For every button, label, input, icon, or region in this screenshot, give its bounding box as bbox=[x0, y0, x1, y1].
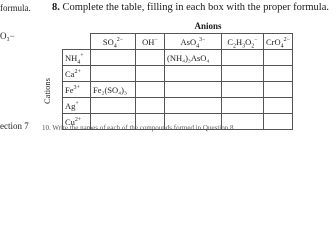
cation-header-1: $Ca^{2+}$ bbox=[63, 66, 91, 82]
formula-cell[interactable] bbox=[165, 66, 222, 82]
table-row bbox=[63, 66, 293, 82]
anion-header-0: $SO_4^{2-}$ bbox=[91, 34, 136, 50]
table-row bbox=[63, 98, 293, 114]
anion-2-base: AsO bbox=[180, 36, 197, 47]
question-number: 8. bbox=[52, 2, 60, 13]
table-row bbox=[63, 82, 293, 98]
ion-formula-table bbox=[62, 33, 293, 130]
formula-cell[interactable] bbox=[222, 50, 264, 66]
cation-header-4: $Cu^{2+}$ bbox=[63, 114, 91, 130]
left-fragment-ion: O₃− bbox=[0, 31, 15, 41]
cation-1-base: Ca bbox=[65, 68, 75, 79]
formula-cell[interactable]: Fe₂(SO₄)₃ bbox=[91, 82, 136, 98]
formula-cell[interactable] bbox=[91, 66, 136, 82]
question-text: Complete the table, filling in each box with the proper formula. bbox=[62, 2, 330, 13]
anion-4-base: CrO bbox=[265, 36, 281, 47]
anion-header-4: CrO$_4^{2-}$ bbox=[264, 34, 293, 50]
left-fragment-formula: formula. bbox=[0, 3, 31, 13]
bottom-fragment: 10. Write the names of each of the compounds formed in Question 8 bbox=[42, 124, 234, 132]
formula-cell[interactable] bbox=[264, 82, 293, 98]
formula-cell[interactable] bbox=[91, 50, 136, 66]
formula-cell[interactable] bbox=[222, 98, 264, 114]
cation-4-base: Cu bbox=[65, 116, 75, 127]
anion-3-base: C bbox=[227, 36, 233, 47]
formula-cell[interactable] bbox=[165, 98, 222, 114]
cation-header-2: $Fe^{3+}$ bbox=[63, 82, 91, 98]
table-corner bbox=[63, 34, 91, 50]
cation-header-3: Ag+ bbox=[63, 98, 91, 114]
formula-cell[interactable] bbox=[136, 66, 165, 82]
anion-1-base: OH bbox=[142, 36, 155, 47]
formula-cell[interactable] bbox=[136, 98, 165, 114]
formula-cell[interactable]: (NH₄)₃AsO₄ bbox=[165, 50, 222, 66]
formula-cell[interactable] bbox=[136, 50, 165, 66]
anion-0-base: SO bbox=[102, 36, 114, 47]
cation-header-0: $NH_4^+$ bbox=[63, 50, 91, 66]
table-row bbox=[63, 50, 293, 66]
cations-heading: Cations bbox=[42, 78, 52, 104]
cation-0-base: NH bbox=[65, 52, 78, 63]
left-fragment-section: ection 7 bbox=[0, 121, 29, 131]
formula-cell[interactable] bbox=[264, 50, 293, 66]
formula-cell[interactable] bbox=[264, 66, 293, 82]
formula-cell[interactable] bbox=[264, 98, 293, 114]
formula-cell[interactable] bbox=[222, 66, 264, 82]
anion-header-2: AsO$_4^{3-}$ bbox=[165, 34, 222, 50]
formula-cell[interactable] bbox=[222, 82, 264, 98]
cation-2-base: Fe bbox=[65, 84, 74, 95]
formula-cell[interactable] bbox=[264, 114, 293, 130]
anion-header-3: $C_2H_3O_2^-$ bbox=[222, 34, 264, 50]
formula-cell[interactable] bbox=[91, 98, 136, 114]
question-8 bbox=[52, 2, 329, 13]
formula-cell[interactable] bbox=[136, 82, 165, 98]
anions-heading: Anions bbox=[194, 21, 222, 31]
cation-3-base: Ag bbox=[65, 100, 76, 111]
formula-cell[interactable] bbox=[165, 82, 222, 98]
anion-header-1: OH− bbox=[136, 34, 165, 50]
